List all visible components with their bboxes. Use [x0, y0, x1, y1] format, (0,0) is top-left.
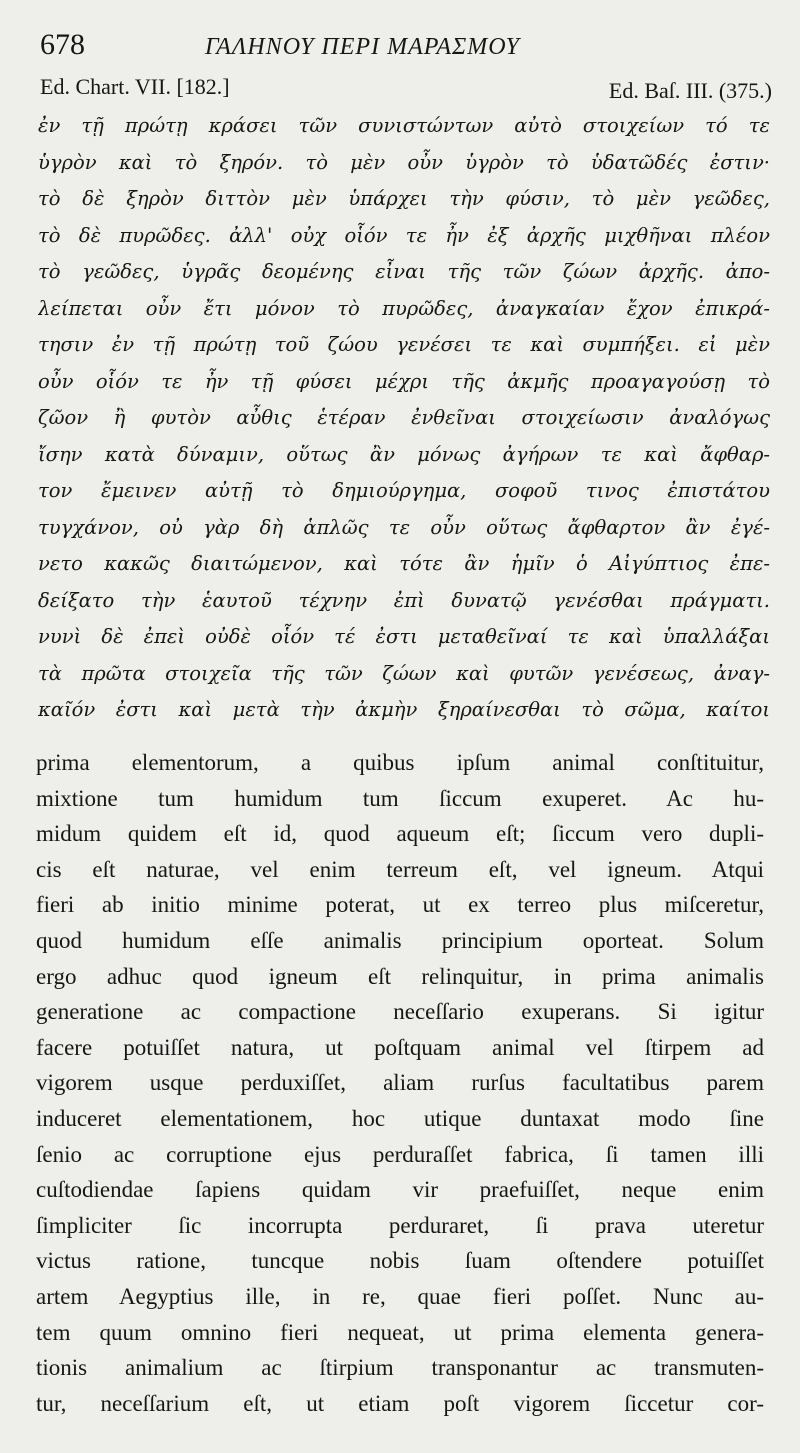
latin-text-line: prima elementorum, a quibus ipſum animal conſtituitur,: [36, 750, 764, 775]
latin-text-line: tur, neceſſarium eſt, ut etiam poſt vigorem ſiccetur cor-: [36, 1390, 764, 1416]
latin-text-line: ſimpliciter ſic incorrupta perduraret, ſi prava uteretur: [36, 1212, 764, 1238]
greek-text-line: λείπεται οὖν ἔτι μόνον τὸ πυρῶδες, ἀναγκαίαν ἔχον ἐπικρά-: [38, 296, 770, 320]
latin-text-line: quod humidum eſſe animalis principium oporteat. Solum: [36, 927, 764, 953]
latin-text-line: midum quidem eſt id, quod aqueum eſt; ſiccum vero dupli-: [36, 821, 764, 847]
greek-text-line: τὸ δὲ πυρῶδες. ἀλλ' οὐχ οἷόν τε ἦν ἐξ ἀρχῆς μιχθῆναι πλέον: [38, 223, 770, 247]
greek-text-line: νετο κακῶς διαιτώμενον, καὶ τότε ἂν ἡμῖν ὁ Αἰγύπτιος ἐπε-: [38, 552, 770, 575]
greek-text-line: οὖν οἷόν τε ἦν τῇ φύσει μέχρι τῆς ἀκμῆς προαγαγούσῃ τὸ: [38, 369, 770, 393]
latin-text-line: induceret elementationem, hoc utique duntaxat modo ſine: [36, 1105, 764, 1131]
greek-text-line: νυνὶ δὲ ἐπεὶ οὐδὲ οἷόν τέ ἐστι μεταθεῖναί τε καὶ ὑπαλλάξαι: [38, 625, 770, 648]
greek-text-line: ζῶον ἢ φυτὸν αὖθις ἑτέραν ἐνθεῖναι στοιχείωσιν ἀναλόγως: [38, 406, 770, 429]
running-title: ΓΑΛΗΝΟΥ ΠΕΡΙ ΜΑΡΑΣΜΟΥ: [205, 34, 520, 60]
latin-text-line: ſenio ac corruptione ejus perduraſſet fabrica, ſi tamen illi: [36, 1141, 764, 1167]
greek-text-line: καῖόν ἐστι καὶ μετὰ τὴν ἀκμὴν ξηραίνεσθαι τὸ σῶμα, καίτοι: [38, 698, 770, 721]
greek-text-line: τὸ γεῶδες, ὑγρᾶς δεομένης εἶναι τῆς τῶν ζώων ἀρχῆς. ἀπο-: [38, 260, 770, 283]
greek-text-line: τησιν ἐν τῇ πρώτῃ τοῦ ζώου γενέσει τε καὶ συμπήξει. εἰ μὲν: [38, 333, 770, 356]
greek-text-line: ἐν τῇ πρώτῃ κράσει τῶν συνιστώντων αὐτὸ στοιχείων τό τε: [38, 114, 770, 137]
page-number: 678: [40, 28, 85, 61]
latin-text-line: vigorem usque perduxiſſet, aliam rurſus facultatibus parem: [36, 1070, 764, 1096]
latin-text-line: tem quum omnino fieri nequeat, ut prima elementa genera-: [36, 1319, 764, 1345]
greek-text-line: τον ἔμεινεν αὐτῇ τὸ δημιούργημα, σοφοῦ τινος ἐπιστάτου: [38, 479, 770, 502]
greek-text-line: δείξατο τὴν ἑαυτοῦ τέχνην ἐπὶ δυνατῷ γενέσθαι πράγματι.: [38, 588, 770, 612]
latin-text-line: ergo adhuc quod igneum eſt relinquitur, in prima animalis: [36, 963, 764, 989]
latin-text-line: victus ratione, tuncque nobis ſuam oſtendere potuiſſet: [36, 1248, 764, 1274]
latin-text-line: artem Aegyptius ille, in re, quae fieri poſſet. Nunc au-: [36, 1283, 764, 1309]
edition-reference-chart: Ed. Chart. VII. [182.]: [40, 74, 230, 99]
greek-text-line: τυγχάνον, οὐ γὰρ δὴ ἁπλῶς τε οὖν οὕτως ἄφθαρτον ἂν ἐγέ-: [38, 515, 770, 539]
latin-text-line: generatione ac compactione neceſſario exuperans. Si igitur: [36, 999, 764, 1025]
greek-text-line: ὑγρὸν καὶ τὸ ξηρόν. τὸ μὲν οὖν ὑγρὸν τὸ ὑδατῶδές ἐστιν·: [38, 150, 770, 174]
greek-text-block: [38, 108, 770, 729]
greek-text-line: τὰ πρῶτα στοιχεῖα τῆς τῶν ζώων καὶ φυτῶν γενέσεως, ἀναγ-: [38, 661, 770, 685]
greek-text-line: ἴσην κατὰ δύναμιν, οὕτως ἂν μόνως ἀγήρων τε καὶ ἄφθαρ-: [38, 442, 770, 466]
edition-references: [40, 74, 772, 104]
latin-translation-block: [36, 745, 764, 1421]
latin-text-line: tionis animalium ac ſtirpium transponantur ac transmuten-: [36, 1355, 764, 1381]
running-head: [40, 28, 770, 68]
latin-text-line: cis eſt naturae, vel enim terreum eſt, vel igneum. Atqui: [36, 856, 764, 882]
latin-text-line: cuſtodiendae ſapiens quidam vir praefuiſſet, neque enim: [36, 1177, 764, 1203]
latin-text-line: fieri ab initio minime poterat, ut ex terreo plus miſceretur,: [36, 892, 764, 918]
latin-text-line: mixtione tum humidum tum ſiccum exuperet. Ac hu-: [36, 785, 764, 811]
greek-text-line: τὸ δὲ ξηρὸν διττὸν μὲν ὑπάρχει τὴν φύσιν, τὸ μὲν γεῶδες,: [38, 187, 770, 210]
edition-reference-basel: Ed. Baſ. III. (375.): [608, 78, 772, 103]
latin-text-line: facere potuiſſet natura, ut poſtquam animal vel ſtirpem ad: [36, 1034, 764, 1060]
